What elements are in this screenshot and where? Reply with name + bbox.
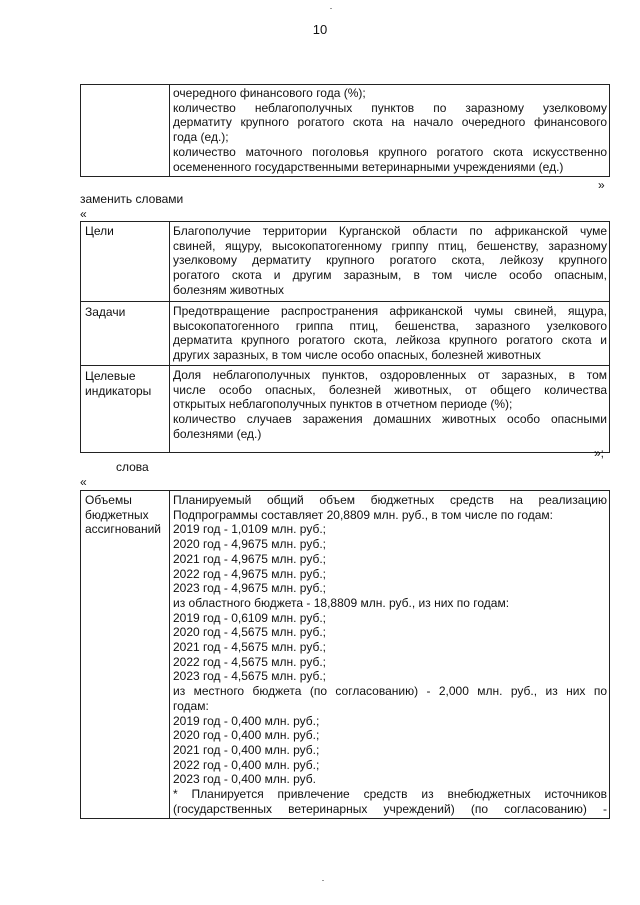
text-line: (государственных ветеринарных учреждений) (по согласованию) - <box>173 801 607 816</box>
text-line: года (ед.); <box>173 130 229 145</box>
row-divider <box>81 365 609 366</box>
row-divider <box>81 301 609 302</box>
text-line: 2021 год - 4,9675 млн. руб.; <box>173 551 327 566</box>
replace-instruction: заменить словами <box>80 192 184 206</box>
tasks-text <box>173 304 607 363</box>
text-line: годам: <box>173 698 209 713</box>
label-line: индикаторы <box>85 383 152 398</box>
column-divider <box>169 222 170 452</box>
words-label: слова <box>116 460 149 474</box>
goals-text <box>173 224 607 298</box>
scan-speck <box>330 8 332 9</box>
table-continuation <box>80 84 610 177</box>
label-line: Объемы <box>85 493 132 507</box>
text-line: 2023 год - 4,5675 млн. руб.; <box>173 669 327 684</box>
column-divider <box>169 491 170 818</box>
text-line: количество маточного поголовья крупного рогатого скота искусственно <box>173 144 607 159</box>
indicators-text <box>173 368 607 442</box>
closing-quote: » <box>598 178 605 192</box>
text-line: из областного бюджета - 18,8809 млн. руб., из них по годам: <box>173 595 510 610</box>
text-line: открытых неблагополучных пунктов в отчетном периоде (%); <box>173 397 513 412</box>
opening-quote: « <box>80 475 87 489</box>
label-line: бюджетных <box>85 507 149 522</box>
closing-quote: »; <box>594 446 605 460</box>
text-line: Предотвращение распространения африканской чумы свиней, ящура, <box>173 304 607 318</box>
page-number: 10 <box>312 22 328 37</box>
text-line: 2022 год - 0,400 млн. руб.; <box>173 757 320 772</box>
text-line: Планируемый общий объем бюджетных средств на реализацию <box>173 493 607 507</box>
text-line: 2021 год - 4,5675 млн. руб.; <box>173 640 327 655</box>
text-line: болезням животных <box>173 282 285 297</box>
column-divider <box>169 85 170 176</box>
label-line: Целевые <box>85 369 136 383</box>
text-line: 2022 год - 4,9675 млн. руб.; <box>173 566 327 581</box>
text-line: 2019 год - 0,400 млн. руб.; <box>173 713 320 728</box>
text-line: количество случаев заражения домашних животных особо опасными <box>173 412 607 427</box>
budget-text <box>173 493 607 816</box>
text-line: количество неблагополучных пунктов по заразному узелковому <box>173 100 607 115</box>
text-line: других заразных, в том числе особо опасных, болезней животных <box>173 348 541 363</box>
text-line: Подпрограммы составляет 20,8809 млн. руб., в том числе по годам: <box>173 507 554 522</box>
text-line: болезнями (ед.) <box>173 426 262 441</box>
label-budget <box>85 493 167 537</box>
text-line: 2019 год - 0,6109 млн. руб.; <box>173 610 327 625</box>
text-line: из местного бюджета (по согласованию) - 2,000 млн. руб., из них по <box>173 684 607 699</box>
text-line: 2023 год - 0,400 млн. руб. <box>173 772 317 787</box>
text-line: 2023 год - 4,9675 млн. руб.; <box>173 581 327 596</box>
text-line: рогатого скота и другим заразным, в том числе особо опасным, <box>173 268 607 283</box>
label-indicators <box>85 369 167 398</box>
label-goals <box>85 224 167 239</box>
text-line: * Планируется привлечение средств из внебюджетных источников <box>173 787 607 802</box>
text-line: 2020 год - 4,5675 млн. руб.; <box>173 625 327 640</box>
scan-speck <box>322 880 324 881</box>
text-line: Благополучие территории Курганской области по африканской чуме <box>173 224 607 238</box>
label-line: Задачи <box>85 305 126 319</box>
table-goals <box>80 221 610 453</box>
text-line: 2020 год - 0,400 млн. руб.; <box>173 728 320 743</box>
text-line: 2021 год - 0,400 млн. руб.; <box>173 742 320 757</box>
text-line: 2022 год - 4,5675 млн. руб.; <box>173 654 327 669</box>
text-line: дерматита крупного рогатого скота, лейкоза крупного рогатого скота и <box>173 333 607 348</box>
text-line: числе особо опасных, болезней животных, от общего количества <box>173 382 607 397</box>
text-line: 2019 год - 1,0109 млн. руб.; <box>173 522 327 537</box>
table1-text <box>173 86 607 174</box>
text-line: дерматиту крупного рогатого скота на начало очередного финансового <box>173 115 607 130</box>
label-line: ассигнований <box>85 522 162 536</box>
label-tasks <box>85 305 167 320</box>
label-line: Цели <box>85 224 114 238</box>
opening-quote: « <box>80 207 87 221</box>
text-line: высокопатогенного гриппа птиц, бешенства, заразного узелкового <box>173 318 607 333</box>
text-line: 2020 год - 4,9675 млн. руб.; <box>173 537 327 552</box>
text-line: свиней, ящуру, высокопатогенному гриппу птиц, бешенству, заразному <box>173 238 607 253</box>
text-line: Доля неблагополучных пунктов, оздоровленных от заразных, в том <box>173 368 607 382</box>
table-budget <box>80 490 610 819</box>
text-line: очередного финансового года (%); <box>173 86 366 100</box>
text-line: узелковому дерматиту крупного рогатого скота, лейкозу крупного <box>173 253 607 268</box>
text-line: осемененного государственными ветеринарными учреждениями (ед.) <box>173 159 564 174</box>
